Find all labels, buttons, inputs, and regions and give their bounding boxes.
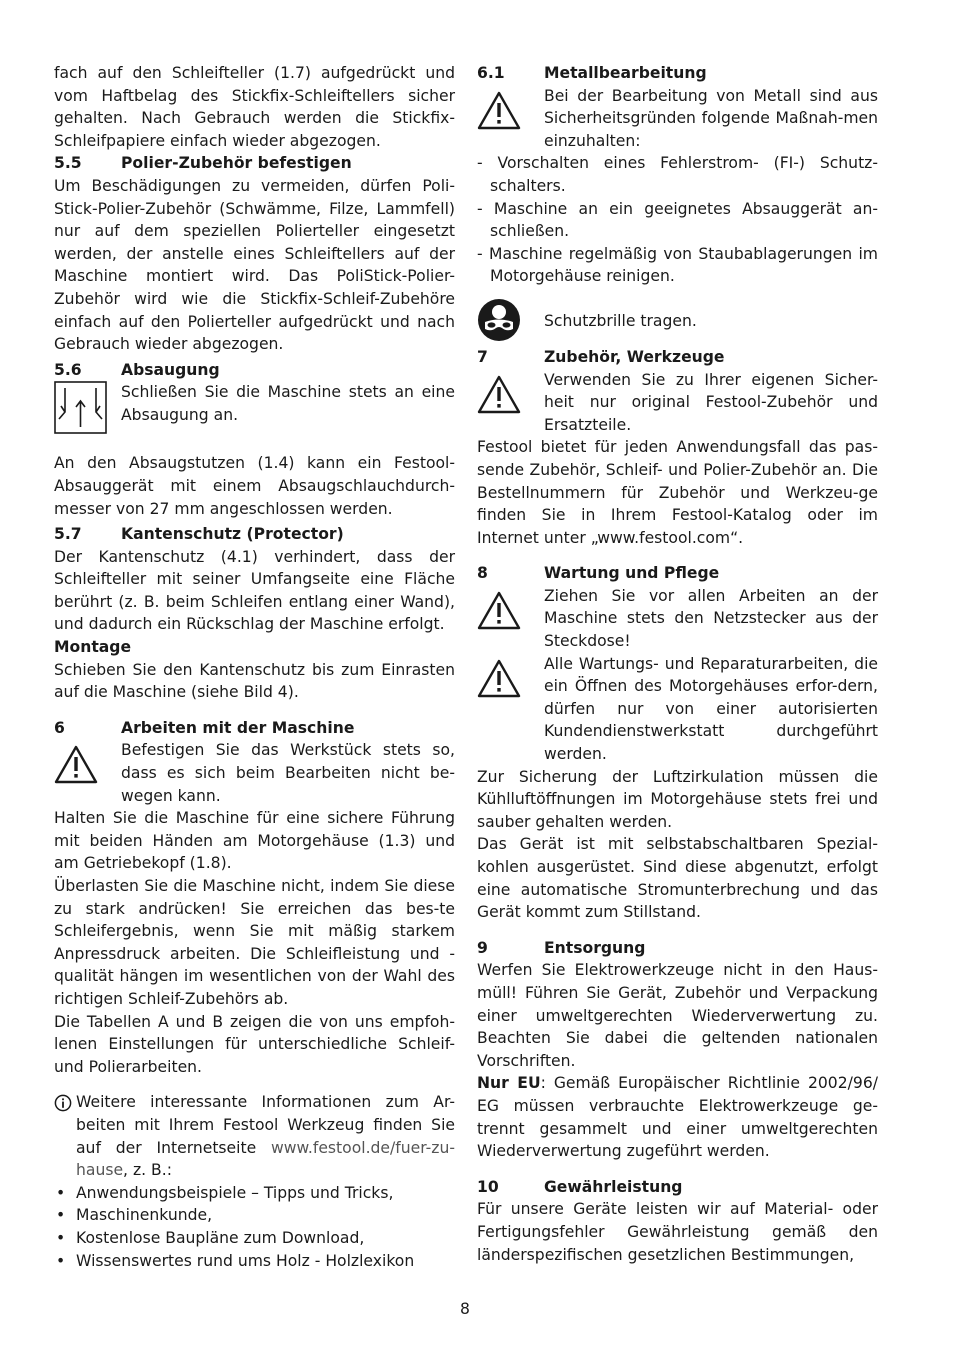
section-9-text: Werfen Sie Elektrowerkzeuge nicht in den Haus-müll! Führen Sie Gerät, Zubehör und Verpackung einer umweltgerechten Wiederverwertung zu. Beachten Sie dabei die geltenden nationalen Vorschriften. xyxy=(477,961,878,1070)
section-heading-5-5: 5.5 Polier-Zubehör befestigen xyxy=(54,154,352,173)
warning-icon xyxy=(477,617,521,635)
list-item: • Maschinenkunde, xyxy=(54,1204,455,1227)
section-heading-5-6: 5.6 Absaugung xyxy=(54,360,220,379)
list-item: - Maschine regelmäßig von Staubablagerungen im Motorgehäuse reinigen. xyxy=(477,243,878,288)
section-6-p1: Halten Sie die Maschine für eine sichere Führung mit beiden Händen am Motorgehäuse (1.3) und am Getriebekopf (1.8). xyxy=(54,809,455,873)
dust-extraction-icon xyxy=(54,421,108,439)
list-item: • Kostenlose Baupläne zum Download, xyxy=(54,1227,455,1250)
warning-icon xyxy=(477,117,521,135)
accessories-warning: Verwenden Sie zu Ihrer eigenen Sicher-heit nur original Festool-Zubehör und Ersatzteile. xyxy=(477,369,878,437)
section-heading-9: 9 Entsorgung xyxy=(477,938,646,957)
extraction-note: Schließen Sie die Maschine stets an eine Absaugung an. xyxy=(54,381,455,439)
goggles-note: Schutzbrille tragen. xyxy=(477,298,878,346)
list-item: • Wissenswertes rund ums Holz - Holzlexikon xyxy=(54,1250,455,1273)
intro-paragraph: fach auf den Schleifteller (1.7) aufgedrückt und vom Haftbelag des Stickfix-Schleiftellers sicher gehalten. Nach Gebrauch werden die Stickfix-Schleifpapiere einfach wieder abgezogen. xyxy=(54,64,455,150)
section-9-eu: Nur EU: Gemäß Europäischer Richtlinie 2002/96/ EG müssen verbrauchte Elektrowerkzeuge ge-trennt gesammelt und einer umweltgerechten Wiederverwertung zugeführt werden. xyxy=(477,1074,878,1161)
section-6-p2: Überlasten Sie die Maschine nicht, indem Sie diese zu stark andrücken! Sie erreichen das bes-te Schleifergebnis, wenn Sie mit mäßig starkem Anpressdruck arbeiten. Die Schleifleistung und -qualität hängen im wesentlichen von der Wahl des richtigen Schleif-Zubehörs ab. xyxy=(54,877,455,1008)
list-item: • Anwendungsbeispiele – Tipps und Tricks, xyxy=(54,1182,455,1205)
section-8-p1: Zur Sicherung der Luftzirkulation müssen die Kühlluftöffnungen im Motorgehäuse stets frei und sauber gehalten werden. xyxy=(477,767,878,831)
section-heading-6-1: 6.1 Metallbearbeitung xyxy=(477,64,707,82)
list-item: - Vorschalten eines Fehlerstrom- (FI-) Schutz-schalters. xyxy=(477,152,878,197)
section-heading-6: 6 Arbeiten mit der Maschine xyxy=(54,718,355,737)
right-column xyxy=(477,62,878,1266)
montage-heading: Montage xyxy=(54,638,132,657)
festool-url-link[interactable]: www.festool.de/fuer-zu-hause xyxy=(76,1138,455,1180)
section-5-7-text: Der Kantenschutz (4.1) verhindert, dass der Schleifteller mit seiner Umfangseite eine Fläche berührt (z. B. beim Schleifen entlang einer Wand), und dadurch ein Rückschlag der Maschine erfolgt. xyxy=(54,547,455,634)
section-8-p2: Das Gerät ist mit selbstabschaltbaren Spezial-kohlen ausgerüstet. Sind diese abgenutzt, erfolgt eine automatische Stromunterbrechung und das Gerät kommt zum Stillstand. xyxy=(477,835,878,922)
section-heading-8: 8 Wartung und Pflege xyxy=(477,564,720,583)
plug-warning: Ziehen Sie vor allen Arbeiten an der Maschine stets den Netzstecker aus der Steckdose! xyxy=(477,585,878,653)
warning-icon xyxy=(477,401,521,419)
section-heading-7: 7 Zubehör, Werkzeuge xyxy=(477,347,725,366)
metal-warning: Bei der Bearbeitung von Metall sind aus Sicherheitsgründen folgende Maßnah-men einzuhalten: xyxy=(477,85,878,153)
left-column xyxy=(54,62,455,1272)
section-heading-10: 10 Gewährleistung xyxy=(477,1177,683,1196)
safety-goggles-icon xyxy=(477,328,521,346)
section-5-6-text: An den Absaugstutzen (1.4) kann ein Festool-Absauggerät mit einem Absaugschlauchdurch-messer von 27 mm angeschlossen werden. xyxy=(54,454,455,518)
list-item: - Maschine an ein geeignetes Absauggerät an-schließen. xyxy=(477,198,878,243)
section-heading-5-7: 5.7 Kantenschutz (Protector) xyxy=(54,525,344,544)
section-10-text: Für unsere Geräte leisten wir auf Material- oder Fertigungsfehler Gewährleistung gemäß den länderspezifischen gesetzlichen Bestimmungen, xyxy=(477,1200,878,1264)
info-bullet-list xyxy=(54,1182,455,1272)
montage-text: Schieben Sie den Kantenschutz bis zum Einrasten auf die Maschine (siehe Bild 4). xyxy=(54,660,455,702)
warning-icon xyxy=(477,685,521,703)
section-7-text: Festool bietet für jeden Anwendungsfall das pas-sende Zubehör, Schleif- und Polier-Zubehör an. Die Bestellnummern für Zubehör und Werkzeu-ge finden Sie in Ihrem Festool-Katalog oder im Internet unter „www.festool.com“. xyxy=(477,438,878,547)
page-number: 8 xyxy=(460,1300,470,1318)
info-note: Weitere interessante Informationen zum Ar-beiten mit Ihrem Festool Werkzeug finden Sie auf der Internetseite www.festool.de/fuer-zu-hause, z. B.: xyxy=(54,1091,455,1181)
section-6-p3: Die Tabellen A und B zeigen die von uns empfoh-lenen Einstellungen für unterschiedliche Schleif- und Polierarbeiten. xyxy=(54,1012,455,1076)
section-5-5-text: Um Beschädigungen zu vermeiden, dürfen Poli-Stick-Polier-Zubehör (Schwämme, Filze, Lammfell) nur auf dem speziellen Polierteller eingesetzt werden, der anstelle eines Schleiftellers auf der Maschine montiert wird. Das PoliStick-Polier-Zubehör wird wie die Stickfix-Schleif-Zubehöre einfach auf den Polierteller aufgedrückt und nach Gebrauch wieder abgezogen. xyxy=(54,176,455,354)
warning-icon xyxy=(54,771,98,789)
metal-measures-list xyxy=(477,152,878,288)
info-icon xyxy=(54,1098,72,1116)
repair-warning: Alle Wartungs- und Reparaturarbeiten, die ein Öffnen des Motorgehäuses erfor-dern, dürfen nur von einer autorisierten Kundendienstwerkstatt durchgeführt werden. xyxy=(477,653,878,766)
workpiece-warning: Befestigen Sie das Werkstück stets so, dass es sich beim Bearbeiten nicht be-wegen kann. xyxy=(54,739,455,807)
